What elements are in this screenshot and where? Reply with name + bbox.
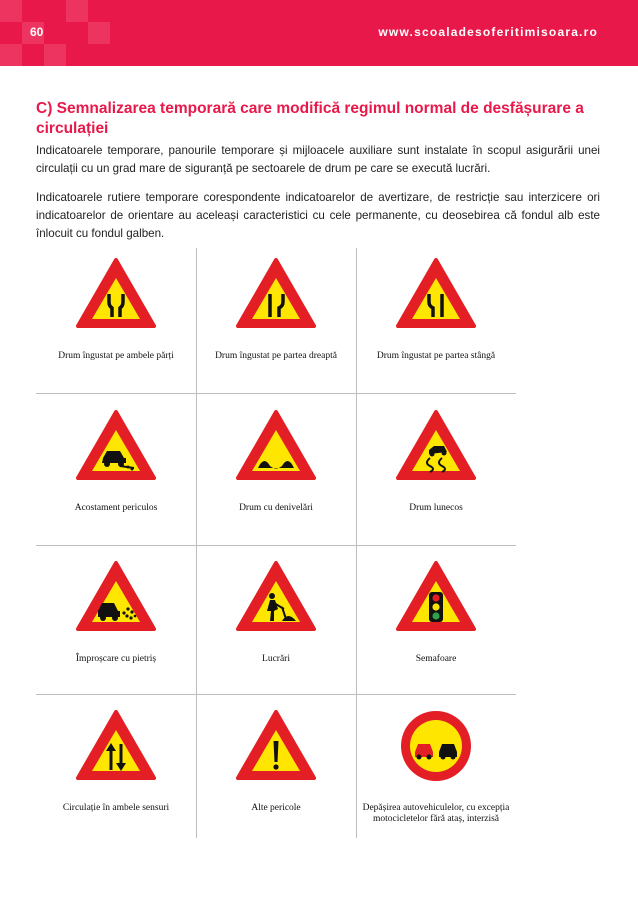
signs-grid	[36, 248, 520, 838]
header-decoration	[44, 44, 66, 66]
grid-divider	[36, 393, 516, 394]
sign-cell	[356, 700, 516, 845]
sign-cell	[36, 248, 196, 393]
other-danger-icon	[236, 708, 316, 783]
header-decoration	[0, 0, 22, 22]
sign-caption: Acostament periculos	[74, 503, 158, 513]
sign-cell	[36, 700, 196, 845]
sign-caption: Drum îngustat pe ambele părți	[58, 351, 174, 361]
header-decoration	[88, 22, 110, 44]
dangerous-shoulder-icon	[76, 408, 156, 483]
grid-divider	[36, 545, 516, 546]
sign-caption: Lucrări	[262, 654, 290, 664]
sign-cell	[196, 700, 356, 845]
paragraph-2: Indicatoarele rutiere temporare corespondente indicatoarelor de avertizare, de restricție sau interzicere ori indicatoarelor de orientare au aceleași caracteristici cu cele permanente, cu deosebirea că fondul alb este înlocuit cu fondul galben.	[36, 191, 600, 240]
road-narrows-left-icon	[396, 256, 476, 331]
header-decoration	[66, 0, 88, 22]
page-header	[0, 0, 638, 66]
road-narrows-both-sides-icon	[76, 256, 156, 331]
uneven-road-icon	[236, 408, 316, 483]
sign-cell	[36, 400, 196, 545]
sign-caption: Drum lunecos	[409, 503, 463, 513]
sign-caption: Împroșcare cu pietriș	[75, 654, 157, 664]
no-overtaking-icon	[396, 708, 476, 783]
sign-caption: Semafoare	[415, 654, 457, 664]
page-number: 60	[30, 25, 44, 39]
loose-gravel-icon	[76, 559, 156, 634]
sign-cell	[196, 248, 356, 393]
traffic-lights-icon	[396, 559, 476, 634]
sign-caption: Circulație în ambele sensuri	[62, 803, 170, 813]
sign-cell	[196, 551, 356, 696]
sign-cell	[356, 400, 516, 545]
road-narrows-right-icon	[236, 256, 316, 331]
sign-caption: Drum îngustat pe partea dreaptă	[215, 351, 337, 361]
road-works-icon	[236, 559, 316, 634]
section-title: C) Semnalizarea temporară care modifică regimul normal de desfășurare a circulației	[36, 100, 584, 137]
sign-cell	[36, 551, 196, 696]
two-way-traffic-icon	[76, 708, 156, 783]
sign-cell	[196, 400, 356, 545]
slippery-road-icon	[396, 408, 476, 483]
header-decoration	[0, 44, 22, 66]
sign-caption: Depășirea autovehiculelor, cu excepția motocicletelor fără ataș, interzisă	[362, 803, 510, 824]
sign-caption: Drum îngustat pe partea stângă	[376, 351, 496, 361]
sign-caption: Drum cu denivelări	[239, 503, 313, 513]
website-link[interactable]: www.scoaladesoferitimisoara.ro	[378, 25, 598, 39]
paragraph-1: Indicatoarele temporare, panourile temporare și mijloacele auxiliare sunt instalate în scopul asigurării unei circulații cu un grad mare de siguranță pe sectoarele de drum pe care se execută lucrări.	[36, 144, 600, 175]
sign-caption: Alte pericole	[251, 803, 301, 813]
sign-cell	[356, 248, 516, 393]
sign-cell	[356, 551, 516, 696]
